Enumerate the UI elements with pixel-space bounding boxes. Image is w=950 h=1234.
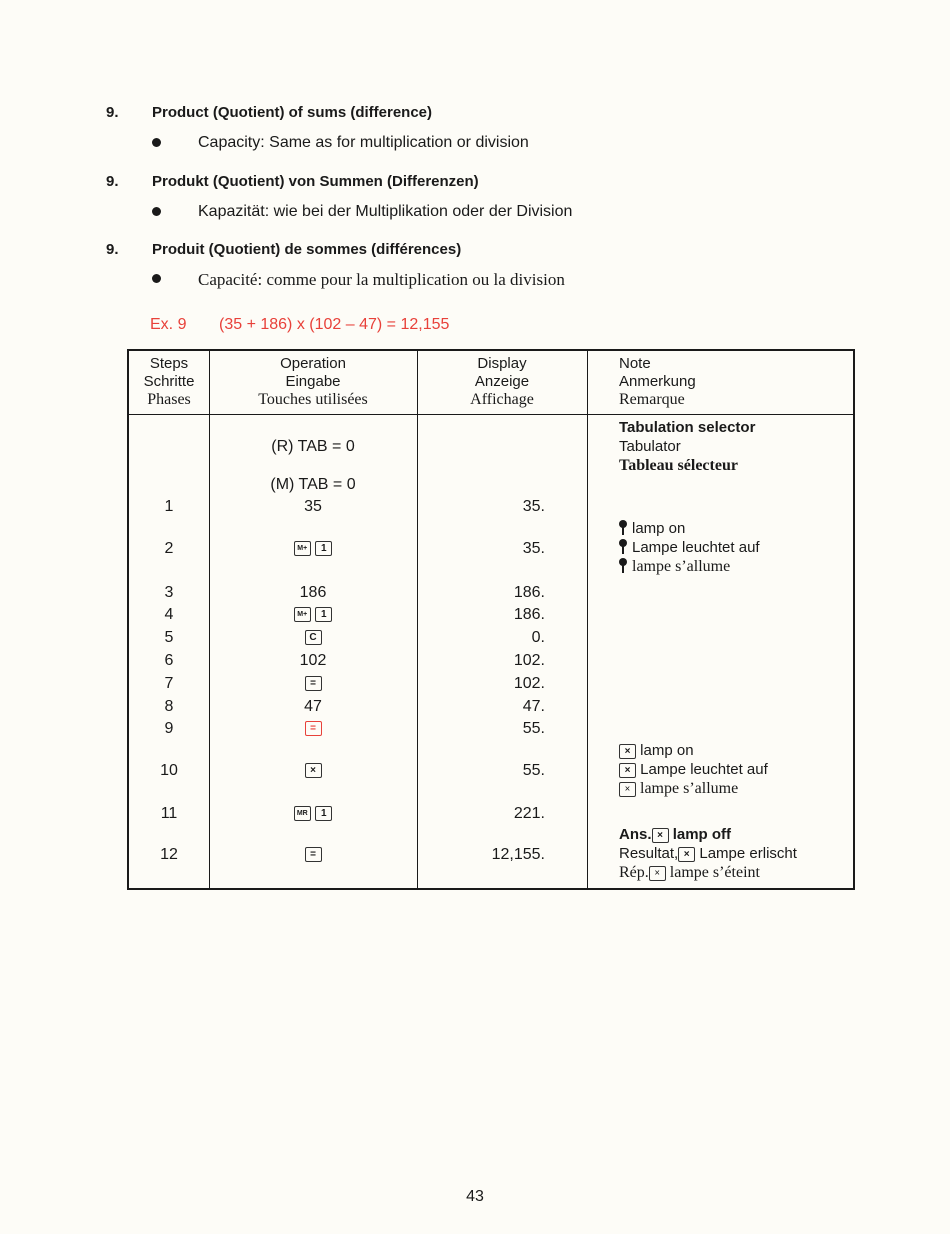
note-answer — [619, 825, 797, 882]
section-number: 9. — [106, 104, 119, 121]
column-divider — [587, 351, 588, 888]
note-fr — [619, 557, 760, 576]
lamp-icon — [619, 558, 627, 574]
m-plus-key-icon: M+ — [294, 541, 311, 556]
operation-keys — [209, 628, 417, 648]
example-formula: (35 + 186) x (102 – 47) = 12,155 — [219, 316, 450, 333]
operation-keys — [209, 845, 417, 865]
note-text: lampe s’éteint — [669, 864, 760, 881]
multiply-key-icon: × — [619, 782, 636, 797]
display-value: 47. — [522, 698, 545, 715]
operation-keys — [209, 605, 417, 625]
display-value: 35. — [522, 540, 545, 557]
operation-value: 102 — [299, 652, 327, 669]
note-text: lampe s’allume — [632, 558, 731, 575]
multiply-key-icon: × — [619, 744, 636, 759]
note-de: Tabulator — [619, 438, 681, 455]
step-number: 4 — [164, 606, 174, 623]
note-fr — [619, 863, 797, 882]
header-steps — [129, 355, 209, 409]
note-de — [619, 760, 768, 779]
step-number: 12 — [160, 846, 178, 863]
step-number: 2 — [164, 540, 174, 557]
note-text: lamp on — [632, 520, 686, 537]
one-key-icon: 1 — [315, 541, 332, 556]
header-de: Anmerkung — [619, 373, 696, 390]
note-text: lampe s’allume — [640, 780, 739, 797]
one-key-icon: 1 — [315, 607, 332, 622]
display-value: 0. — [531, 629, 545, 646]
header-en: Display — [477, 355, 527, 372]
bullet-icon — [152, 138, 161, 147]
bullet-text: Capacity: Same as for multiplication or division — [198, 134, 529, 151]
steps-table — [127, 349, 855, 890]
display-value: 102. — [513, 652, 545, 669]
section-title: Produkt (Quotient) von Summen (Differenzen) — [152, 173, 479, 190]
note-text: Lampe leuchtet auf — [640, 761, 768, 778]
bullet-text: Kapazität: wie bei der Multiplikation oder der Division — [198, 203, 573, 220]
setup-r-tab: (R) TAB = 0 — [271, 438, 355, 455]
equals-key-icon: = — [305, 676, 322, 691]
mr-key-icon: MR — [294, 806, 311, 821]
note-de — [619, 538, 760, 557]
step-number: 10 — [160, 762, 178, 779]
note-tabulation — [619, 418, 755, 475]
display-value: 12,155. — [491, 846, 545, 863]
note-text: lamp off — [672, 826, 732, 843]
note-prefix: Resultat, — [619, 845, 679, 862]
bullet-icon — [152, 274, 161, 283]
operation-value: 35 — [304, 498, 322, 515]
note-en: Tabulation selector — [619, 419, 756, 436]
operation-keys — [209, 539, 417, 559]
section-number: 9. — [106, 241, 119, 258]
operation-value: 47 — [304, 698, 322, 715]
header-de: Eingabe — [285, 373, 341, 390]
header-en: Steps — [149, 355, 189, 372]
lamp-icon — [619, 520, 627, 536]
section-title: Produit (Quotient) de sommes (différences) — [152, 241, 462, 258]
operation-keys — [209, 674, 417, 694]
setup-m-tab: (M) TAB = 0 — [270, 476, 356, 493]
header-fr: Affichage — [470, 391, 534, 408]
operation-keys — [209, 719, 417, 739]
note-prefix: Rép. — [619, 864, 649, 881]
step-number: 8 — [164, 698, 174, 715]
note-text: lamp on — [640, 742, 694, 759]
operation-value: 186 — [299, 584, 327, 601]
section-title: Product (Quotient) of sums (difference) — [152, 104, 433, 121]
header-de: Anzeige — [474, 373, 530, 390]
step-number: 7 — [164, 675, 174, 692]
multiply-key-icon: × — [649, 866, 666, 881]
display-value: 186. — [513, 584, 545, 601]
header-fr: Touches utilisées — [258, 391, 368, 408]
display-value: 55. — [522, 720, 545, 737]
multiply-key-icon: × — [652, 828, 669, 843]
note-prefix: Ans. — [619, 826, 652, 843]
step-number: 1 — [164, 498, 174, 515]
display-value: 102. — [513, 675, 545, 692]
header-divider — [129, 414, 853, 415]
step-number: 11 — [160, 805, 178, 822]
note-text: Lampe leuchtet auf — [632, 539, 760, 556]
bullet-icon — [152, 207, 161, 216]
note-multiply-lamp — [619, 741, 768, 798]
header-operation — [209, 355, 417, 409]
header-en: Operation — [280, 355, 346, 372]
note-en — [619, 519, 760, 538]
clear-key-icon: C — [305, 630, 322, 645]
header-en: Note — [619, 355, 651, 372]
lamp-icon — [619, 539, 627, 555]
header-display — [417, 355, 587, 409]
step-number: 5 — [164, 629, 174, 646]
one-key-icon: 1 — [315, 806, 332, 821]
section-number: 9. — [106, 173, 119, 190]
header-de: Schritte — [143, 373, 195, 390]
note-lamp — [619, 519, 760, 576]
equals-key-icon: = — [305, 847, 322, 862]
example-label: Ex. 9 — [150, 316, 187, 333]
multiply-key-icon: × — [619, 763, 636, 778]
note-de — [619, 844, 797, 863]
header-note — [619, 355, 696, 409]
bullet-text: Capacité: comme pour la multiplication ou la division — [198, 270, 565, 289]
note-text: Lampe erlischt — [699, 845, 797, 862]
step-number: 3 — [164, 584, 174, 601]
note-en — [619, 825, 797, 844]
display-value: 35. — [522, 498, 545, 515]
header-fr: Phases — [147, 391, 191, 408]
operation-keys — [209, 804, 417, 824]
note-en — [619, 741, 768, 760]
m-plus-key-icon: M+ — [294, 607, 311, 622]
equals-key-icon: = — [305, 721, 322, 736]
note-fr — [619, 779, 768, 798]
display-value: 221. — [513, 805, 545, 822]
multiply-key-icon: × — [305, 763, 322, 778]
operation-keys — [209, 761, 417, 781]
display-value: 55. — [522, 762, 545, 779]
note-fr: Tableau sélecteur — [619, 457, 738, 474]
step-number: 9 — [164, 720, 174, 737]
step-number: 6 — [164, 652, 174, 669]
multiply-key-icon: × — [678, 847, 695, 862]
page-number: 43 — [466, 1188, 484, 1205]
header-fr: Remarque — [619, 391, 685, 408]
display-value: 186. — [513, 606, 545, 623]
